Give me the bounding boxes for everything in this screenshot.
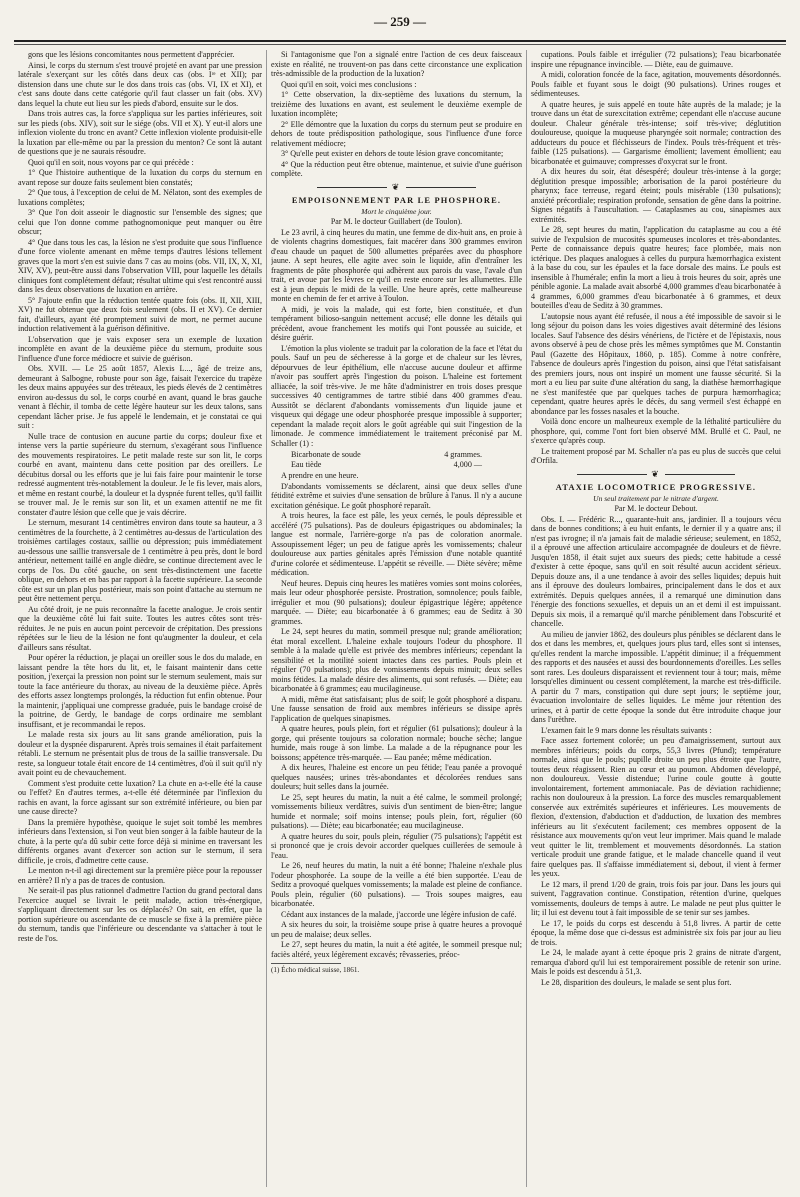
paragraph: Ainsi, le corps du sternum s'est trouvé projeté en avant par une pression latérale s'exerçant sur les côtés dans deux cas (obs. Iʳᵉ et XII); par distension dans une chute sur le dos dans trois cas (obs. VI, IX et XI), et c'est sans doute dans cette catégorie qu'il faut classer un fait (obs. XV) dans lequel la chute eut lieu sur les pieds d'abord, ensuite sur le dos. bbox=[18, 60, 262, 108]
section-author: Par M. le docteur Debout. bbox=[614, 504, 698, 513]
paragraph: 1° Cette observation, la dix-septième des luxations du sternum, la treizième des luxations en avant, est seulement le deuxième exemple de luxation incomplète; bbox=[271, 90, 522, 118]
paragraph: A midi, je vois la malade, qui est forte, bien constituée, et d'un tempérament bilioso-sanguin nettement accusé; elle donne les détails qui précèdent, avoue franchement les motifs qui l'ont poussée au suicide, et désire guérir. bbox=[271, 304, 522, 342]
paragraph: gons que les lésions concomitantes nous permettent d'apprécier. bbox=[28, 50, 235, 59]
paragraph: Dans la première hypothèse, quoique le sujet soit tombé les membres inférieurs dans l'extension, si l'on veut bien songer à la faible hauteur de la chute, à la perte qu'a dû subir cette force déjà si minime en traversant les différents organes avant d'exercer son action sur le sternum, il sera difficile, je crois, d'admettre cette cause. bbox=[18, 817, 262, 865]
paragraph: 3° Qu'elle peut exister en dehors de toute lésion grave concomitante; bbox=[281, 149, 504, 158]
paragraph: Face assez fortement colorée; un peu d'amaigrissement, surtout aux membres inférieurs; poids du corps, 55,3 livres (Pfund); température normale, ainsi que le pouls; pupille droite un peu plus étroite que l'autre, toutes deux réagissent. Rien au cœur et au poumon. Abdomen développé, non douloureux. Vessie distendue; l'urine coule goutte à goutte involontairement, fortement ammoniacale. Pas de déviation rachidienne; rachis non douloureux à la pression. La force des muscles remarquablement conservée aux extrémités supérieures et inférieures. Les mouvements de flexion, d'extension, d'abduction et d'adduction, de luxation des membres inférieurs au lit s'exécutent facilement; ces membres opposent de la résistance aux mouvements qu'on veut leur imprimer. Mais quand le malade veut quitter le lit, tremblement et mouvements désordonnés. La station verticale produit une grande fatigue, et le malade chancelle quand il veut faire quelques pas. Il s'affaisse immédiatement si, debout, il vient à fermer les yeux. bbox=[531, 736, 781, 878]
paragraph: Le menton n-t-il agi directement sur la première pièce pour la repousser en arrière? Il n'y a pas de traces de contusion. bbox=[18, 866, 262, 885]
prescription-line bbox=[291, 460, 522, 470]
paragraph: A dix heures, l'haleine est encore un peu fétide; l'eau panée a provoqué quelques nausées; urines très-abondantes et décolorées rendues sans douleurs; huit selles dans la journée. bbox=[271, 763, 522, 791]
paragraph: A quatre heures du soir, pouls plein, régulier (75 pulsations); l'appétit est si prononcé que je crois devoir accorder quelques cuillerées de semoule à l'eau. bbox=[271, 831, 522, 860]
paragraph: Au côté droit, je ne puis reconnaître la facette analogue. Je crois sentir que la deuxième côté lui fait suite. Toutes les autres côtes sont très-réduites. Je ne puis en aucun point percevoir de crépitation. Des pressions répétées sur le lieu de la lésion ne font qu'augmenter la douleur, et cela d'ailleurs sans résultat. bbox=[18, 604, 262, 652]
paragraph: Obs. XVII. — Le 25 août 1857, Alexis L..., âgé de treize ans, demeurant à Salbogne, robuste pour son âge, faisait l'exercice du trapèze les deux mains appuyées sur des tréteaux, les pieds élevés de 2 centimètres environ au-dessus du sol, le corps courbé en avant, quand le bras gauche venant à fléchir, il tomba de cette légère hauteur sur les deux talons, sans cependant lâcher prise. Je fus appelé le lendemain, et je constatai ce qui suit : bbox=[18, 364, 262, 430]
footnote: (1) Écho médical suisse, 1861. bbox=[271, 966, 360, 974]
paragraph: Ne serait-il pas plus rationnel d'admettre l'action du grand pectoral dans l'exercice auquel se livrait le petit malade, action très-énergique, s'appliquant directement sur les os déplacés? On sait, en effet, que la portion supérieure ou ascendante de ce muscle se fixe à la première pièce du sternum, tandis que l'inférieure ou descendante va s'attacher à tout le reste de l'os. bbox=[18, 886, 262, 943]
paragraph: D'abondants vomissements se déclarent, ainsi que deux selles d'une fétidité extrême et suivies d'une sensation de brûlure à l'anus. Il n'y a aucune excitation génésique. Le goût phosphoré reparaît. bbox=[271, 481, 522, 510]
paragraph: L'émotion la plus violente se traduit par la coloration de la face et l'état du pouls. Sauf un peu de sécheresse à la gorge et de chaleur sur les lèvres, dépourvues de leur épithélium, elle n'accuse aucune douleur et affirme n'avoir pas souffert après l'ingestion du poison. L'haleine est fortement alliacée, la soif très-vive. Je me hâte d'administrer en trois doses presque successives 40 centigrammes de tartre stibié dans 400 grammes d'eau. Aussitôt se déclarent d'abondants vomissements d'un liquide jaune et visqueux qui dégage une odeur phosphorée presque impossible à supporter; cependant la malade reçoit alors le goût agréable qui suit l'ingestion de la limonade. Je commence immédiatement le traitement préconisé par M. Schaller (1) : bbox=[271, 343, 522, 448]
paragraph: Le 26, neuf heures du matin, la nuit a été bonne; l'haleine n'exhale plus l'odeur phosphorée. La soupe de la veille a été bien supportée. L'eau de Seditz a provoqué quelques vomissements; la malade est pleine de confiance. Pouls plein, régulier (60 pulsations). — Trois soupes maigres, eau bicarbonatée. bbox=[271, 861, 522, 908]
paragraph: Pour opérer la réduction, je plaçai un oreiller sous le dos du malade, en laissant pendre la tête hors du lit, et, le faisant maintenir dans cette position, j'exerçai la pression non point sur le sternum seulement, mais sur toute la face antérieure du thorax, au niveau de la deuxième pièce. Après des efforts assez longtemps prolongés, la réduction fut enfin obtenue. Pour la maintenir, j'appliquai une compresse graduée, puis le bandage croisé de la poitrine, de Gerdy, le bandage de corps ordinaire me semblant insuffisant, et je recommandai le repos. bbox=[18, 653, 262, 729]
column-divider bbox=[526, 50, 527, 1187]
paragraph: Le 28, sept heures du matin, l'application du cataplasme au cou a été suivie de l'expulsion de mucosités spumeuses incolores et très-abondantes. Perte de connaissance depuis quatre heures; face plombée, mais non ictérique. Des plaques analogues à celles du purpura hæmorrhagica existent à la base du cou, sur les épaules et la face dorsale des mains. Le pouls est insensible à l'humérale; enfin la mort a lieu à trois heures du soir, après une pénible agonie. La malade avait absorbé 4,000 grammes d'eau bicarbonatée à 4 grammes, 6,000 grammes d'eau bicarbonatée à 6 grammes, et deux bouteilles d'eau de Seditz à 30 grammes. bbox=[531, 225, 781, 310]
paragraph: A midi, coloration foncée de la face, agitation, mouvements désordonnés. Pouls faible et fuyant sous le doigt (90 pulsations). Urines rouges et sédimenteuses. bbox=[531, 70, 781, 98]
section-divider: ❦ bbox=[271, 183, 522, 193]
paragraph: Le 24, le malade ayant à cette époque pris 2 grains de nitrate d'argent, remarqua d'abord qu'il lui est temporairement possible de retenir son urine. Mais le poids est descendu à 51,3. bbox=[531, 948, 781, 976]
paragraph: A midi, même état satisfaisant; plus de soif; le goût phosphoré a disparu. Une fausse sensation de froid aux membres inférieurs se dissipe après l'application de quelques sinapismes. bbox=[271, 694, 522, 723]
paragraph: Le 12 mars, il prend 1/20 de grain, trois fois par jour. Dans les jours qui suivent, l'aggravation continue. Constipation, rétention d'urine, quelques vomissements, douleurs de temps à autre. Le malade ne peut plus quitter le lit; il lui est devenu tout à fait impossible de se tenir sur ses jambes. bbox=[531, 879, 781, 917]
paragraph: Quoi qu'il en soit, nous voyons par ce qui précède : bbox=[28, 157, 194, 167]
paragraph: Neuf heures. Depuis cinq heures les matières vomies sont moins colorées, mais leur odeur phosphorée persiste. Prostration, somnolence; pouls faible, irrégulier et mou (90 pulsations); douleur épigastrique légère; appétence marquée. — Diète; eau bicarbonatée à 6 grammes; eau de Seditz à 30 grammes. bbox=[271, 578, 522, 626]
column-divider bbox=[266, 50, 267, 1187]
paragraph: L'examen fait le 9 mars donne les résultats suivants : bbox=[541, 725, 712, 735]
paragraph: Quoi qu'il en soit, voici mes conclusions : bbox=[281, 79, 417, 89]
column-middle bbox=[271, 50, 522, 1189]
paragraph: Le 28, disparition des douleurs, le malade se sent plus fort. bbox=[541, 977, 732, 987]
paragraph: Voilà donc encore un malheureux exemple de la léthalité particulière du phosphore, qui, comme l'ont fort bien observé MM. Brullé et C. Paul, ne s'exerce qu'après coup. bbox=[531, 417, 781, 445]
paragraph: A quatre heures, pouls plein, fort et régulier (61 pulsations); douleur à la gorge, qui présente toujours sa coloration normale; bouche sèche; langue humide, mais rouge à son limbe. La malade a de la répugnance pour les boissons; appétence très-marquée. — Eau panée; même médication. bbox=[271, 724, 522, 762]
paragraph: A quatre heures, je suis appelé en toute hâte auprès de la malade; je la trouve dans un état de surexcitation extrême; cependant elle n'accuse aucune douleur. Chaleur générale très-intense; soif très-vive; déglutition douloureuse, quoique la muqueuse pharyngée soit normale; contraction des adducteurs du pouce et fléchisseurs de l'index. Pouls très-fréquent et très-faible (125 pulsations). — Gargarisme émollient; lavement émollient; eau bicarbonatée et guimauve; compresses d'oxycrat sur le front. bbox=[531, 99, 781, 166]
paragraph: Le 25, sept heures du matin, la nuit a été calme, le sommeil prolongé; vomissements bilieux verdâtres, suivis d'un sentiment de bien-être; langue humide et normale; soif moins intense; pouls plein, fort, régulier (60 pulsations). — Diète; eau bicarbonatée; eau mucilagineuse. bbox=[271, 792, 522, 830]
prescription-qty: 4 grammes. bbox=[444, 450, 482, 459]
paragraph: L'autopsie nous ayant été refusée, il nous a été impossible de savoir si le long séjour du poison dans les voies digestives avait déterminé des lésions locales. Sauf l'absence des désirs vénériens, de l'ictère et de l'épistaxis, nous avons observé à peu de chose près les mêmes symptômes que M. Constantin Paul (Gazette des Hôpitaux, 1860, p. 185). Comme à notre confrère, l'absence de douleurs après l'ingestion du poison, ainsi que l'état satisfaisant des premiers jours, nous ont inspiré un moment une fausse sécurité. Si la mort a eu lieu par suite d'une altération du sang, la diathèse hæmorrhagique ne s'est manifestée que par quelques taches de purpura hæmorrhagica; cependant, quatre heures après le décès, du sang vermeil s'est échappé en abondance par les fosses nasales et la bouche. bbox=[531, 311, 781, 416]
paragraph: 2° Que tous, à l'exception de celui de M. Nélaton, sont des exemples de luxations complètes; bbox=[18, 188, 262, 207]
paragraph: L'observation que je vais exposer sera un exemple de luxation incomplète en avant de la deuxième pièce du sternum, produite sous l'influence d'une force médiocre et suivie de guérison. bbox=[18, 334, 262, 363]
paragraph: A trois heures, la face est pâle, les yeux cernés, le pouls dépressible et accéléré (75 pulsations). Pas de douleurs épigastriques ou abdominales; la langue est normale, l'arrière-gorge n'a pas de coloration anormale. Assoupissement léger; un peu de fatigue après les vomissements; chaleur douloureuse aux parties génitales après l'émission d'une notable quantité d'urine colorée et sédimenteuse. L'appétit se réveille. — Diète sévère; même médication. bbox=[271, 511, 522, 577]
prescription-qty: 4,000 — bbox=[453, 459, 482, 469]
page-number: — 259 — bbox=[374, 14, 426, 29]
paragraph: A six heures du soir, la troisième soupe prise à quatre heures a provoqué un peu de malaise; deux selles. bbox=[271, 920, 522, 939]
paragraph: Cédant aux instances de la malade, j'accorde une légère infusion de café. bbox=[281, 909, 517, 919]
paragraph: 4° Que la réduction peut être obtenue, maintenue, et suivie d'une guérison complète. bbox=[271, 159, 522, 178]
paragraph: Si l'antagonisme que l'on a signalé entre l'action de ces deux faisceaux existe en réalité, ne trouvent-on pas dans cette circonstance une explication très-admissible de la production de la luxation? bbox=[271, 50, 522, 78]
section-divider: ❦ bbox=[531, 470, 781, 480]
section-subtitle: Un seul traitement par le nitrate d'argent. bbox=[593, 493, 719, 503]
paragraph: Nulle trace de contusion en aucune partie du corps; douleur fixe et intense vers la partie supérieure du sternum, s'exagérant sous l'influence des mouvements respiratoires. Le petit malade reste sur son lit, le corps courbé en avant, maintenu dans cette position par des oreillers. Le décubitus dorsal ou les efforts que je lui fais faire pour maintenir le torse redressé augmentent très-notablement la douleur. Je le fis lever, mais alors, et même en restant courbé, la douleur et la dyspnée furent telles, qu'il faillit se trouver mal. Je le remis sur son lit, et un examen attentif ne me fit constater d'autre lésion que celle que je vais décrire. bbox=[18, 431, 262, 517]
paragraph: 4° Que dans tous les cas, la lésion ne s'est produite que sous l'influence d'une force violente amenant en même temps d'autres lésions tellement graves que la mort s'en est suivie dans 7 cas au moins (obs. VII, IX, X, XI, XIV, XV), peut-être aussi dans l'observation VIII, pour laquelle les détails cliniques font complétement défaut; résultat ultime qui s'est rencontré aussi dans les deux observations de luxation en arrière. bbox=[18, 237, 262, 294]
paragraph: Le sternum, mesurant 14 centimètres environ dans toute sa hauteur, a 3 centimètres de la fourchette, à 2 centimètres au-dessus de l'articulation des troisièmes cartilages costaux, saillie ou dépression; puis immédiatement au-dessous une saillie transversale de 1 centimètre à peu près, dont le bord antérieur, nettement taillé en angle dièdre, se continue directement avec le corps de l'os. Du côté gauche, on sent très-distinctement une facette oblique, en dehors et en bas par rapport à la facette supérieure. La seconde côte est sur un plan plus postérieur, mais son point d'attache au sternum ne peut être nettement perçu. bbox=[18, 518, 262, 603]
header-rule bbox=[14, 40, 786, 42]
prescription bbox=[271, 450, 522, 469]
paragraph: Comment s'est produite cette luxation? La chute en a-t-elle été la cause ou l'effet? En d'autres termes, a-t-elle été déterminée par l'inflexion du rachis en avant, la force agissant sur son extrémité inférieure, ou bien par une cause directe? bbox=[18, 778, 262, 816]
header-rule-thin bbox=[14, 44, 786, 45]
prescription-item: Eau tiède bbox=[291, 459, 322, 469]
prescription-line bbox=[291, 450, 522, 460]
section-title: ATAXIE LOCOMOTRICE PROGRESSIVE. bbox=[555, 483, 757, 492]
section-subtitle: Mort le cinquième jour. bbox=[361, 206, 432, 216]
paragraph: Au milieu de janvier 1862, des douleurs plus pénibles se déclarent dans le dos et dans les membres, et, quelques jours plus tard, elles sont si intenses, qu'elles rendent la marche impossible. L'appétit diminue; il a fréquemment des rapports et des nausées et aussi des bourdonnements d'oreilles. Les selles sont rares. Les douleurs disparaissent et reviennent tour à tour; mais, même lorsqu'elles diminuent ou cessent complétement, la marche est très-difficile. A partir du 7 mars, constipation qui dure sept jours; le septième jour, évacuation involontaire de selles liquides. Le même jour rétention des urines, et à partir de cette époque la sonde dut être introduite chaque jour dans l'urèthre. bbox=[531, 629, 781, 724]
column-left bbox=[18, 50, 262, 1189]
column-right bbox=[531, 50, 781, 1189]
paragraph: 2° Elle démontre que la luxation du corps du sternum peut se produire en dehors de toute prédisposition pathologique, sous l'influence d'une force relativement médiocre; bbox=[271, 119, 522, 148]
paragraph: cupations. Pouls faible et irrégulier (72 pulsations); l'eau bicarbonatée inspire une répugnance invincible. — Diète, eau de guimauve. bbox=[531, 50, 781, 69]
paragraph: 3° Que l'on doit asseoir le diagnostic sur l'ensemble des signes; que celui que l'on donne comme pathognomonique peut manquer ou être obscur; bbox=[18, 208, 262, 236]
paragraph: A dix heures du soir, état désespéré; douleur très-intense à la gorge; déglutition presque impossible; arborisation de la paroi postérieure du pharynx; face terreuse, regard éteint; pouls misérable (130 pulsations); anxiété précordiale; respiration profonde, sensation de gêne dans la poitrine. Signes négatifs à l'auscultation. — Cataplasmes au cou, sinapismes aux extrémités. bbox=[531, 167, 781, 224]
paragraph: Le 27, sept heures du matin, la nuit a été agitée, le sommeil presque nul; faciès altéré, yeux légèrement excavés; rêvasseries, préoc- bbox=[271, 940, 522, 959]
paragraph: Le traitement proposé par M. Schaller n'a pas eu plus de succès que celui d'Orfila. bbox=[531, 446, 781, 465]
paragraph: 1° Que l'histoire authentique de la luxation du corps du sternum en avant repose sur douze faits seulement bien constatés; bbox=[18, 168, 262, 187]
section-author: Par M. le docteur Guillabert (de Toulon). bbox=[330, 217, 463, 226]
paragraph: Le malade resta six jours au lit sans grande amélioration, puis la douleur et la dyspnée disparurent. Après trois semaines il était parfaitement rétabli. Le sternum ne présentait plus de trous de la saillie transversale. Du reste, sa longueur totale était encore de 14 centimètres, d'où il suit qu'il n'y avait point eu de chevauchement. bbox=[18, 730, 262, 777]
paragraph: 5° J'ajoute enfin que la réduction tentée quatre fois (obs. II, XII, XIII, XV) ne fut obtenue que deux fois seulement (obs. II et XV). Ce dernier fait, d'ailleurs, ayant été promptement suivi de mort, ne permet aucune induction relativement à la guérison définitive. bbox=[18, 295, 262, 333]
paragraph: Obs. I. — Frédéric R..., quarante-huit ans, jardinier. Il a toujours vécu dans de bonnes conditions; à eu huit enfants, le dernier il y a quatre ans; il n'est pas ivrogne; il n'a jamais fait de maladie sérieuse; seulement, en 1852, il a éprouvé une affection articulaire accompagnée de douleurs et de fièvre. Jusqu'en 1858, il était sujet aux sueurs des pieds; cette habitude a cessé d'exister à cette époque, sans qu'il en soit résulté aucun accident sérieux. Depuis douze ans, il a une tendance à avoir des selles liquides; depuis huit ans il éprouve des douleurs lombaires, principalement dans le dos et aux extrémités. Depuis quelques années, il a remarqué une diminution dans l'énergie des fonctions sexuelles, et depuis un an et demi il est impuissant. Depuis six mois, il a remarqué qu'il marche péniblement dans l'obscurité et chancelle. bbox=[531, 514, 781, 628]
paragraph: Dans trois autres cas, la force s'appliqua sur les parties inférieures, soit sur les pieds (obs. XIV), soit sur le siége (obs. VII et X). Y eut-il alors une inflexion violente du tronc en avant? Cette inflexion violente produisit-elle la luxation par elle-même ou par la pression du menton? Ce sont là autant de questions que je ne saurais résoudre. bbox=[18, 109, 262, 156]
prescription-note: A prendre en une heure. bbox=[281, 471, 359, 480]
section-title: EMPOISONNEMENT PAR LE PHOSPHORE. bbox=[291, 196, 502, 205]
paragraph: Le 17, le poids du corps est descendu à 51,8 livres. A partir de cette époque, la même dose que ci-dessus est administrée six fois par jour au lieu de trois. bbox=[531, 918, 781, 947]
paragraph: Le 23 avril, à cinq heures du matin, une femme de dix-huit ans, en proie à de violents chagrins domestiques, fait macérer dans 300 grammes environ d'eau chaude un paquet de 500 allumettes préparées avec du phosphore jaune. A sept heures, elle agite avec soin le liquide, afin d'entraîner les fragments de pâte phosphorée qui adhèrent aux parois du vase, l'avale d'un trait, et avoue par les lèvres ce qu'il en reste encore sur les allumettes. Elle est à jeun depuis le midi de la veille. Une heure après, cette malheureuse monte en chemin de fer et arrive à Toulon. bbox=[271, 227, 522, 303]
footnote-rule bbox=[271, 963, 341, 964]
paragraph: Le 24, sept heures du matin, sommeil presque nul; grande amélioration; état moral excellent. L'haleine exhale toujours l'odeur du phosphore. Il semble à la malade qu'elle est privée des membres inférieurs; cependant la sensibilité et la motilité soient intactes dans ces parties. Pouls plein et régulier (70 pulsations); plus de vomissements depuis minuit; deux selles moins fétides. La malade désire des aliments, qui sont refusés. — Diète; eau bicarbonatée à 6 grammes; eau mucilagineuse. bbox=[271, 627, 522, 693]
prescription-item: Bicarbonate de soude bbox=[291, 450, 361, 459]
